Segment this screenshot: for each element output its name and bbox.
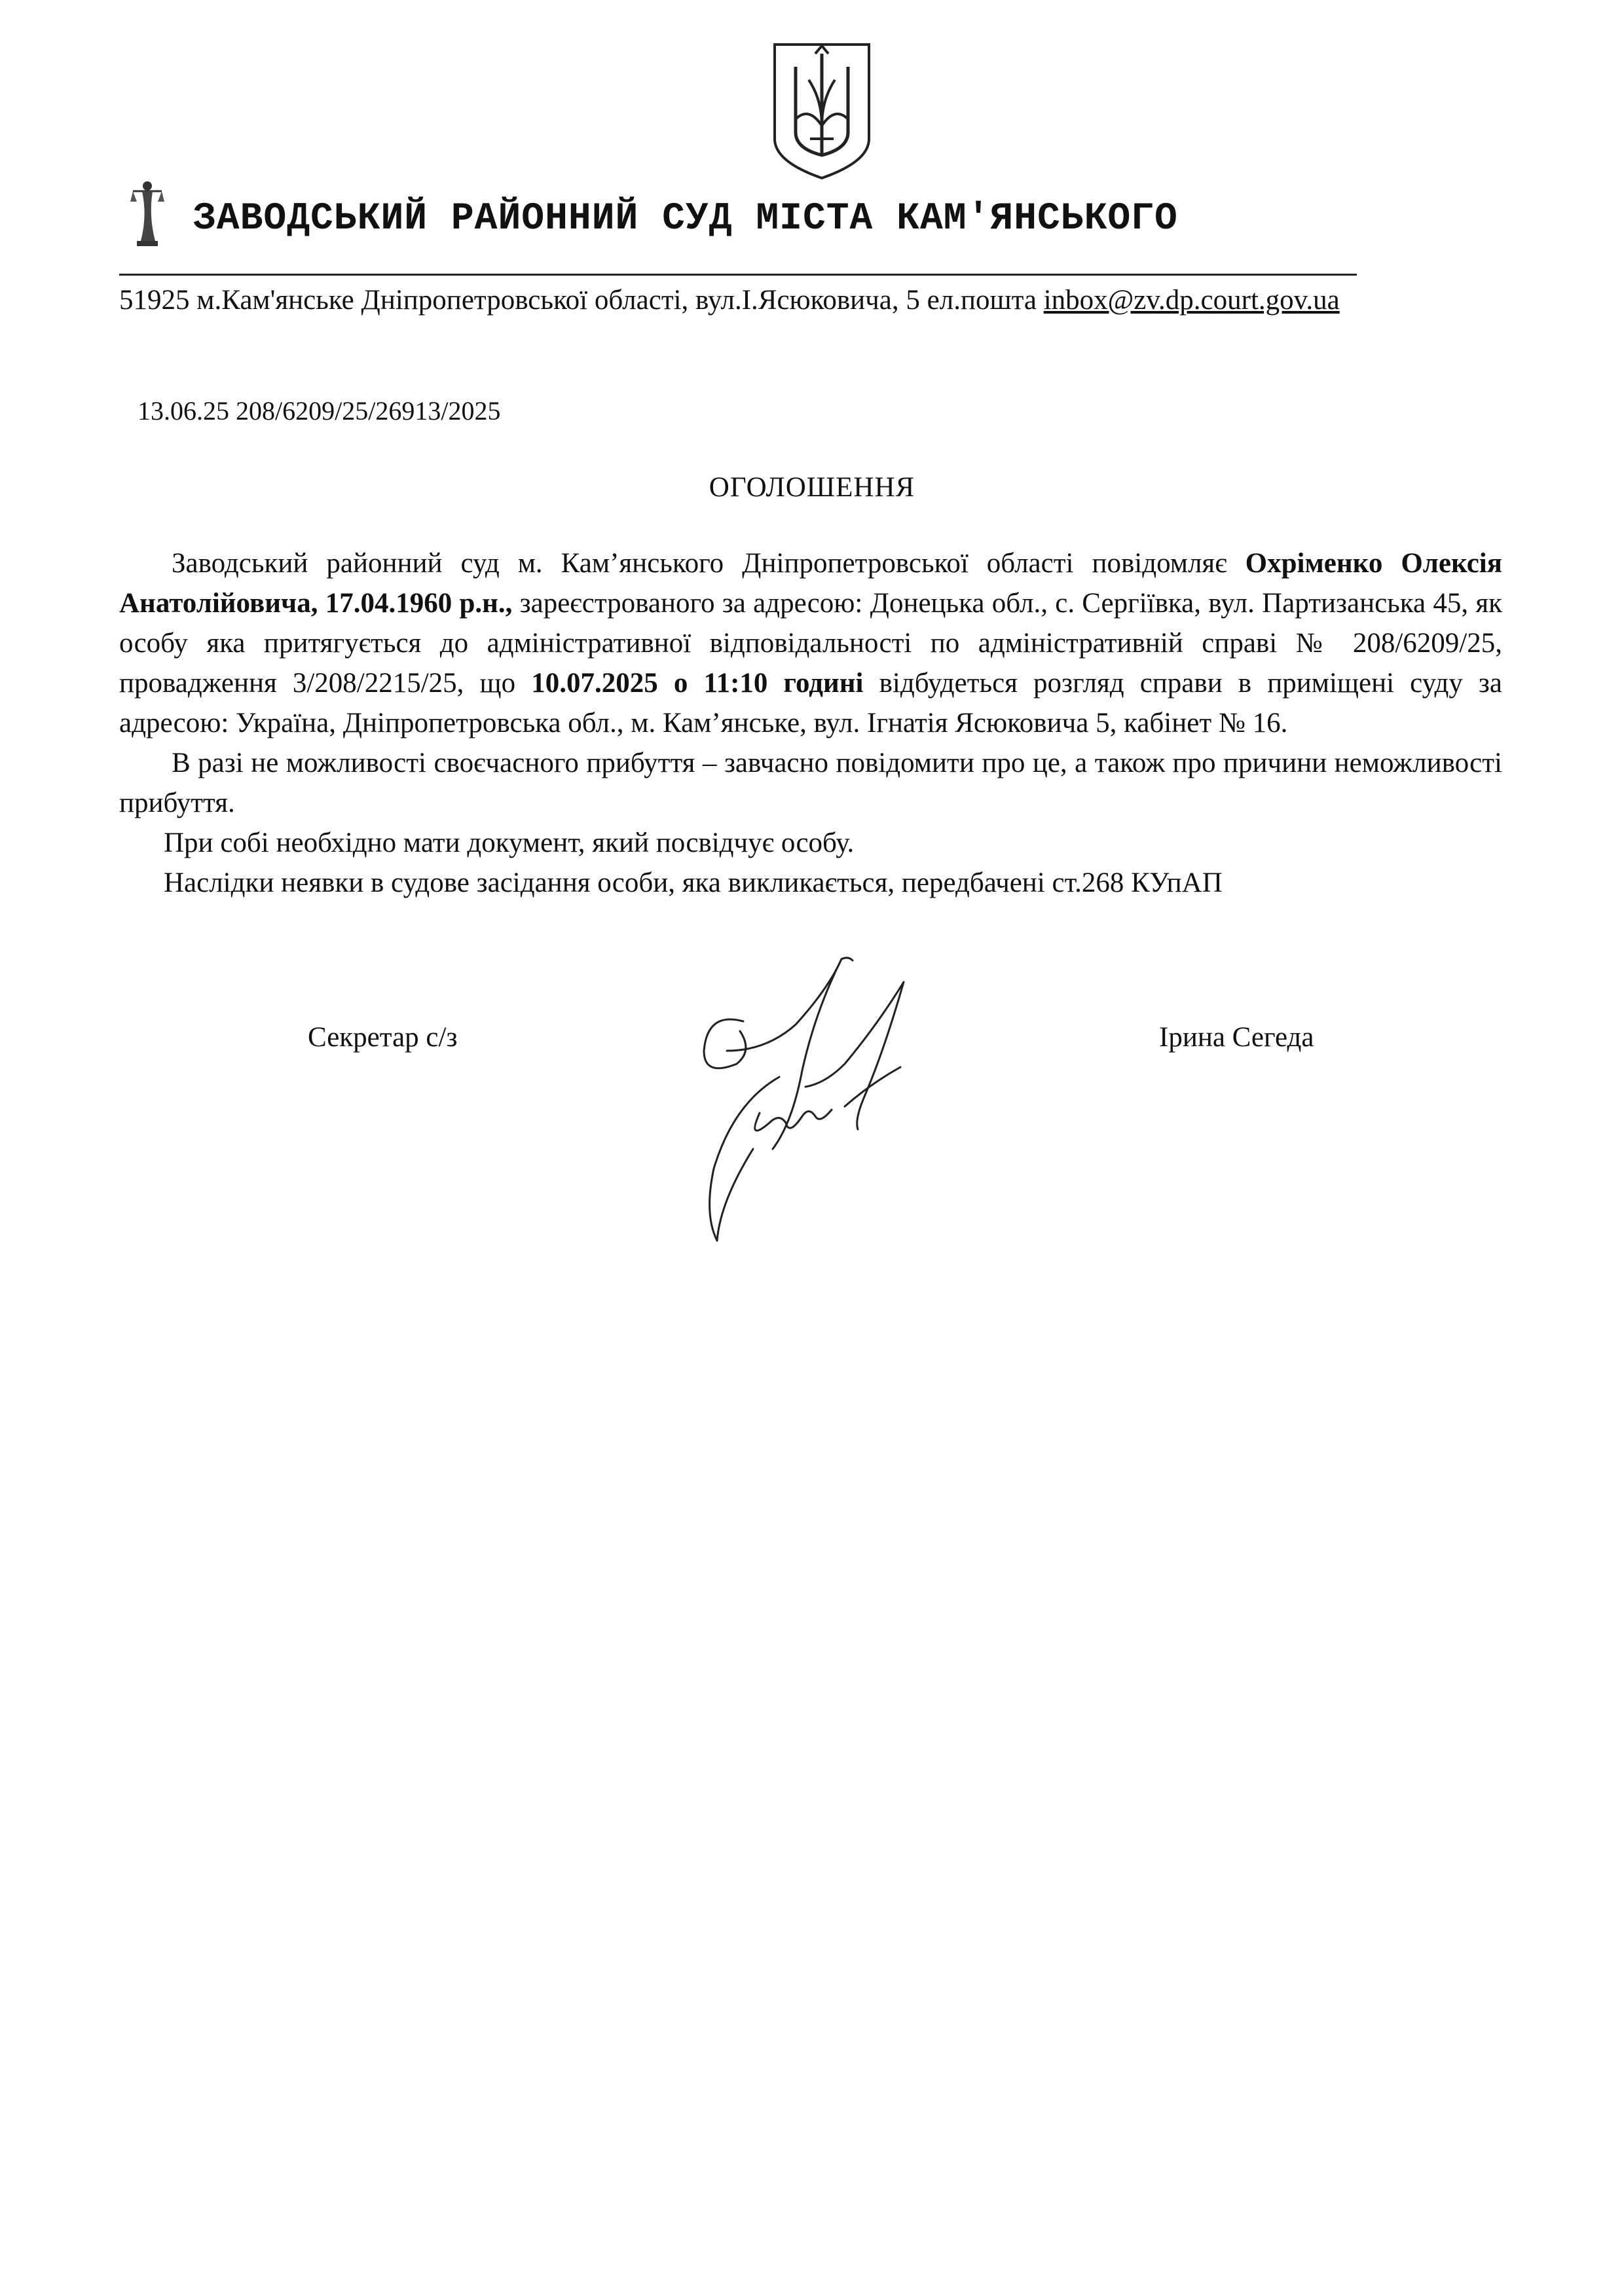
paragraph-text: відбудеться розгляд справи в приміщені суду за адресою: Україна, Дніпропетровська обл., м. Кам’янське, вул. Ігнатія Ясюковича 5, кабінет № 16. <box>119 668 1502 738</box>
person-name-bold: Охріменко Олексія Анатолійовича, 17.04.1960 р.н., <box>119 548 1502 619</box>
registration-number: 13.06.25 208/6209/25/26913/2025 <box>138 396 501 426</box>
notice-paragraph-consequences: Наслідки неявки в судове засідання особи, яка викликається, передбачені ст.268 КУпАП <box>164 867 1223 898</box>
notice-paragraph-main <box>119 543 1502 743</box>
handwritten-signature <box>681 953 963 1247</box>
address-text: 51925 м.Кам'янське Дніпропетровської області, вул.І.Ясюковича, 5 ел.пошта <box>119 285 1044 316</box>
header-divider <box>119 274 1357 276</box>
court-email-link[interactable]: inbox@zv.dp.court.gov.ua <box>1043 285 1340 316</box>
signer-name: Ірина Сегеда <box>1159 1022 1314 1053</box>
paragraph-text: зареєстрованого за адресою: Донецька обл., с. Сергіївка, вул. Партизанська 45, як особу яка притягується до адміністративної відповідальності по адміністративній справі № 208/6209/25, провадження 3/208/2215/25, що <box>119 588 1502 699</box>
themis-statue-icon <box>128 177 167 249</box>
document-title: ОГОЛОШЕННЯ <box>709 472 915 503</box>
notice-body <box>119 543 1502 903</box>
notice-paragraph-document: При собі необхідно мати документ, який посвідчує особу. <box>164 828 855 858</box>
notice-paragraph-absence: В разі не можливості своєчасного прибуття – завчасно повідомити про це, а також про причини неможливості прибуття. <box>119 748 1502 818</box>
hearing-datetime-bold: 10.07.2025 о 11:10 годині <box>531 668 864 699</box>
court-name-heading: ЗАВОДСЬКИЙ РАЙОННИЙ СУД МІСТА КАМ'ЯНСЬКОГО <box>193 198 1178 240</box>
tryzub-coat-of-arms-icon <box>769 41 874 181</box>
signer-position: Секретар с/з <box>308 1022 458 1053</box>
paragraph-text: Заводський районний суд м. Кам’янського Дніпропетровської області повідомляє <box>172 548 1246 579</box>
court-address <box>119 284 1340 316</box>
